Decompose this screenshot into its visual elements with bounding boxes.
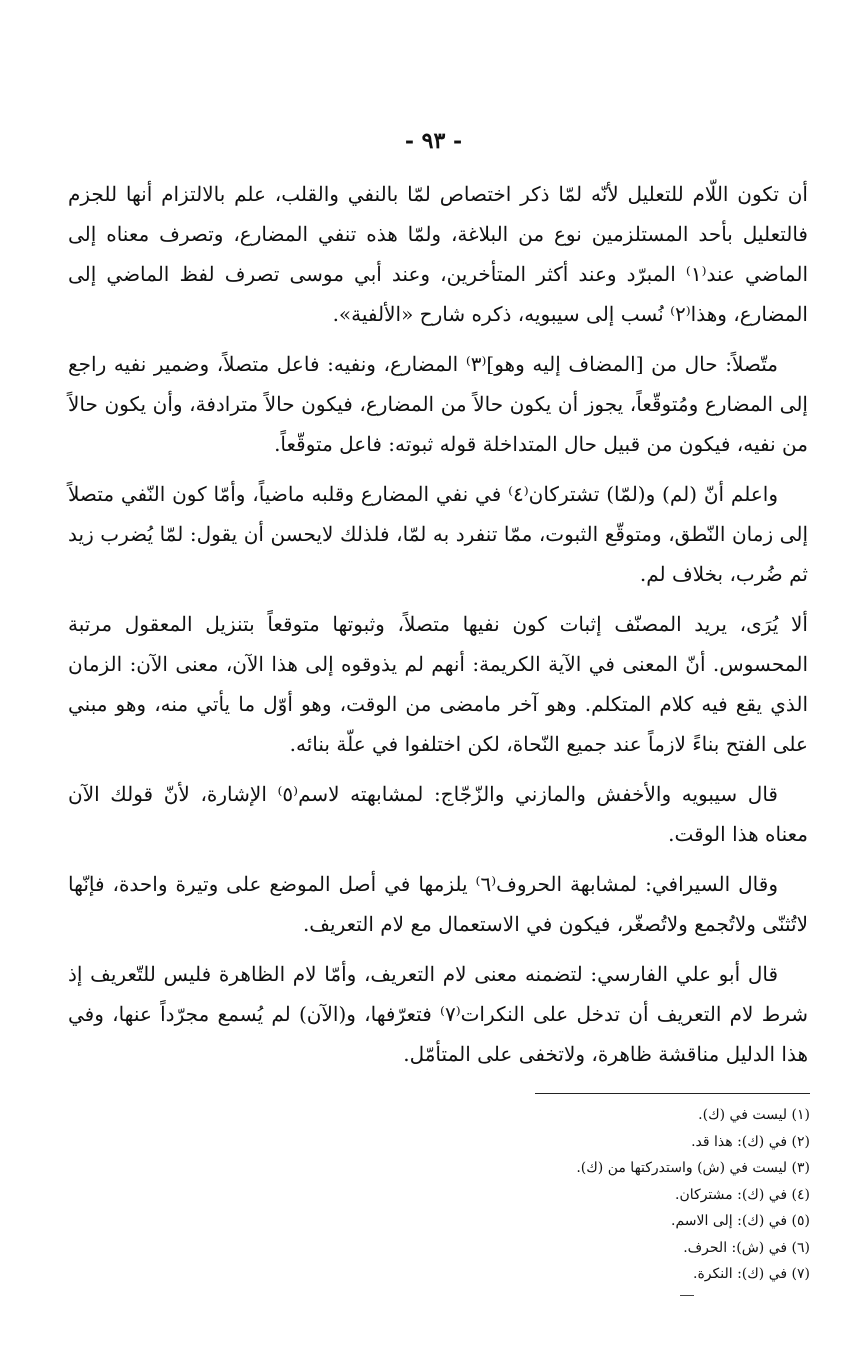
footnote-1: (١) ليست في (ك).: [698, 1107, 810, 1123]
footnote-end-mark: [680, 1295, 694, 1296]
paragraph-3: واعلم أنّ (لم) و(لمّا) تشتركان⁽٤⁾ في نفي المضارع وقلبه ماضياً، وأمّا كون النّفي متصلاً إلى زمان النّطق، ومتوقّع الثبوت، ممّا تنفرد به لمّا، فلذلك لايحسن أن يقول: لمّا يُضرب زيد ثم ضُرب، بخلاف لم.: [68, 482, 808, 586]
footnote-separator: [535, 1093, 810, 1094]
paragraph-1: أن تكون اللّام للتعليل لأنّه لمّا ذكر اختصاص لمّا بالنفي والقلب، علم بالالتزام أنها للجزم فالتعليل بأحد المستلزمين نوع من البلاغة، ولمّا هذه تنفي المضارع، وتصرف معناه إلى الماضي عند⁽١⁾ المبرّد وعند أكثر المتأخرين، وعند أبي موسى تصرف لفظ الماضي إلى المضارع، وهذا⁽٢⁾ نُسب إلى سيبويه، ذكره شارح «الألفية».: [68, 182, 808, 326]
paragraph-7: قال أبو علي الفارسي: لتضمنه معنى لام التعريف، وأمّا لام الظاهرة فليس للتّعريف إذ شرط لام التعريف أن تدخل على النكرات⁽٧⁾ فتعرّفها، و(الآن) لم يُسمع مجرّداً عنها، وفي هذا الدليل مناقشة ظاهرة، ولاتخفى على المتأمّل.: [68, 962, 808, 1066]
paragraph-5: قال سيبويه والأخفش والمازني والزّجّاج: لمشابهته لاسم⁽٥⁾ الإشارة، لأنّ قولك الآن معناه هذا الوقت.: [68, 782, 808, 846]
main-text: [68, 174, 808, 1084]
footnote-6: (٦) في (ش): الحرف.: [683, 1239, 810, 1256]
paragraph-4: ألا يُرَى، يريد المصنّف إثبات كون نفيها متصلاً، وثبوتها متوقعاً بتنزيل المعقول مرتبة المحسوس. أنّ المعنى في الآية الكريمة: أنهم لم يذوقوه إلى هذا الآن، معنى الآن: الزمان الذي يقع فيه كلام المتكلم. وهو آخر مامضى من الوقت، وهو أوّل ما يأتي منه، وهو مبني على الفتح بناءً لازماً عند جميع النّحاة، لكن اختلفوا في علّة بنائه.: [68, 612, 808, 756]
footnote-4: (٤) في (ك): مشتركان.: [675, 1186, 810, 1203]
paragraph-2: متّصلاً: حال من [المضاف إليه وهو]⁽٣⁾ المضارع، ونفيه: فاعل متصلاً، وضمير نفيه راجع إلى المضارع ومُتوقّعاً، يجوز أن يكون حالاً من المضارع، فيكون حالاً مترادفة، وأن يكون حالاً من نفيه، فيكون من قبيل حال المتداخلة قوله ثبوته: فاعل متوقّعاً.: [68, 352, 808, 456]
footnotes: [480, 1102, 810, 1288]
footnote-3: (٣) ليست في (ش) واستدركتها من (ك).: [576, 1160, 810, 1176]
page-number: - ٩٣ -: [404, 128, 463, 154]
paragraph-6: وقال السيرافي: لمشابهة الحروف⁽٦⁾ يلزمها في أصل الموضع على وتيرة واحدة، فإنّها لاتُثنّى ولاتُجمع ولاتُصغّر، فيكون في الاستعمال مع لام التعريف.: [68, 872, 808, 936]
footnote-2: (٢) في (ك): هذا قد.: [691, 1133, 810, 1150]
footnote-7: (٧) في (ك): النكرة.: [693, 1266, 810, 1282]
footnote-5: (٥) في (ك): إلى الاسم.: [671, 1213, 810, 1229]
